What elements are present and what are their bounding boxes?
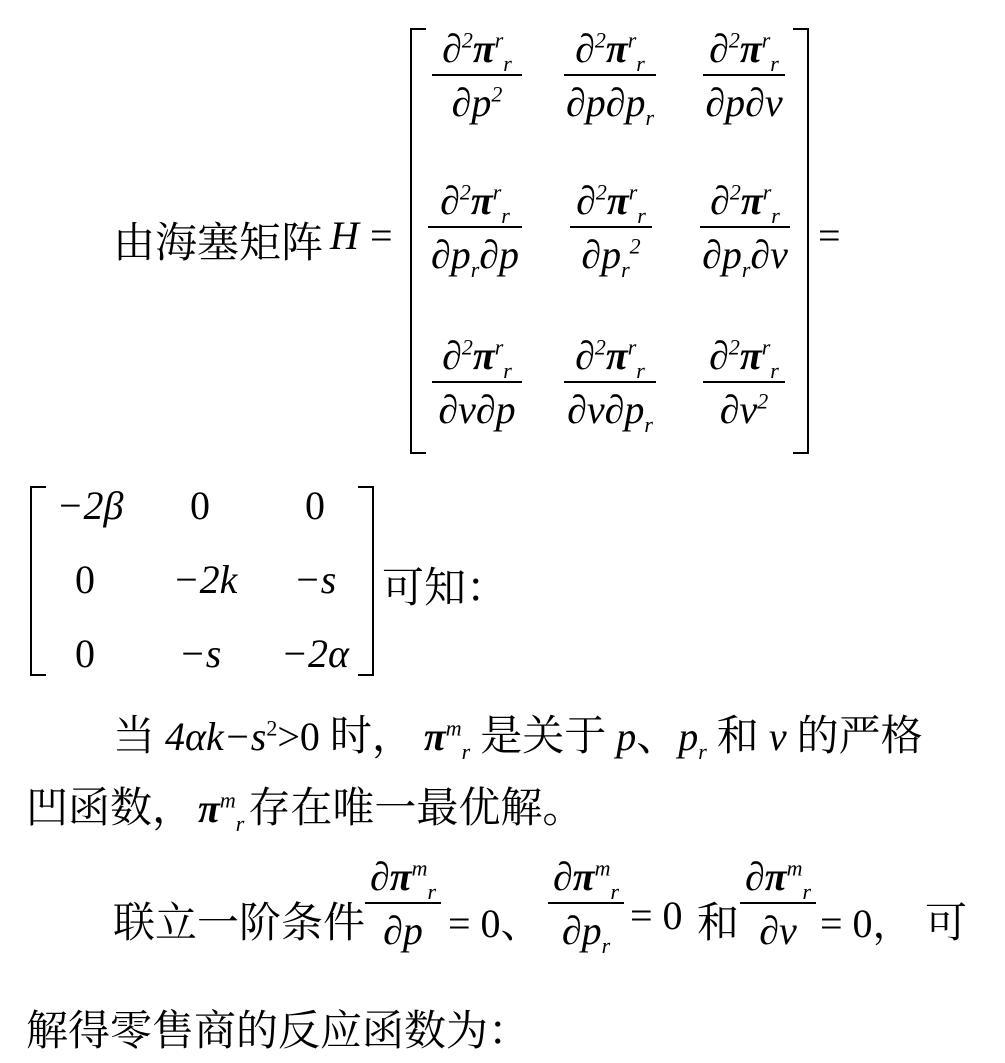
- para1-condition: $4\alpha k-s^2>0$: [165, 714, 320, 759]
- hessian-right-bracket: [793, 28, 809, 454]
- numeric-cell: −2α: [281, 631, 349, 676]
- hessian-equals: =: [370, 213, 393, 258]
- separator: 、: [636, 714, 679, 760]
- hessian-cell: $\partial^2\pi^r_r$ $\partial p^2$: [432, 28, 522, 124]
- var-p: p: [616, 714, 637, 759]
- para2-eq1: = 0、: [448, 901, 541, 946]
- hessian-left-bracket: [410, 28, 426, 454]
- numeric-cell: 0: [75, 631, 95, 676]
- first-order-condition-3: $\partial\pi^m_r$ ∂v: [740, 856, 816, 952]
- var-v: v: [768, 714, 787, 759]
- hessian-cell: $\partial^2\pi^r_r$ ∂v∂p: [432, 335, 522, 431]
- hessian-cell: $\partial^2\pi^r_r$ $\partial p_r\partial v$: [700, 180, 790, 276]
- para1-line2-b: 存在唯一最优解。: [248, 786, 585, 832]
- numeric-cell: 0: [305, 483, 325, 528]
- numeric-cell: 0: [190, 483, 210, 528]
- para1-t2: 时，: [329, 714, 414, 760]
- hessian-symbol: H: [330, 213, 359, 258]
- numeric-right-bracket: [358, 486, 374, 676]
- hessian-cell: $\partial^2\pi^r_r$ $\partial p_r^2$: [570, 180, 652, 276]
- numeric-cell: −2β: [56, 483, 124, 528]
- numeric-cell: 0: [75, 557, 95, 602]
- para2-lead: 联立一阶条件: [113, 901, 366, 947]
- hessian-cell: $\partial^2\pi^r_r$ ∂p∂v: [703, 28, 785, 124]
- numeric-cell: −s: [293, 557, 337, 602]
- hessian-lead-text: 由海塞矩阵: [113, 221, 324, 267]
- hessian-equals-after: =: [818, 213, 841, 258]
- para2-and: 和: [697, 901, 740, 947]
- para1-t4: 和: [716, 714, 759, 760]
- hessian-cell: $\partial^2\pi^r_r$ $\partial p_r\partial p$: [428, 180, 522, 276]
- first-order-condition-1: $\partial\pi^m_r$ ∂p: [365, 856, 441, 952]
- hessian-cell: $\partial^2\pi^r_r$ $\partial v\partial p_r$: [564, 335, 656, 431]
- para2-eq3: = 0，: [820, 901, 913, 946]
- paragraph-1-line-2: [26, 775, 584, 835]
- numeric-cell: −s: [178, 631, 222, 676]
- paragraph-1-line-1: [113, 703, 923, 763]
- var-pr: $p_r$: [678, 714, 707, 764]
- pi-symbol: $\pi^m_r$: [198, 786, 245, 836]
- first-order-condition-2: $\partial\pi^m_r$ $\partial p_r$: [548, 856, 624, 952]
- para1-line2-a: 凹函数，: [26, 786, 195, 832]
- hessian-cell: $\partial^2\pi^r_r$ $\partial v^2$: [703, 335, 785, 431]
- para1-t1: 当: [113, 714, 156, 760]
- para2-tail: 可: [925, 901, 968, 947]
- para2-eq2: = 0: [630, 893, 683, 938]
- numeric-trailing-text: 可知：: [382, 566, 509, 612]
- para2-line2: 解得零售商的反应函数为：: [26, 1009, 531, 1055]
- para1-t3: 是关于: [480, 714, 607, 760]
- numeric-cell: −2k: [172, 557, 238, 602]
- pi-symbol: $\pi^m_r$: [423, 714, 471, 764]
- hessian-cell: $\partial^2\pi^r_r$ $\partial p\partial p_r$: [565, 26, 655, 130]
- para1-t5: 的严格: [796, 714, 923, 760]
